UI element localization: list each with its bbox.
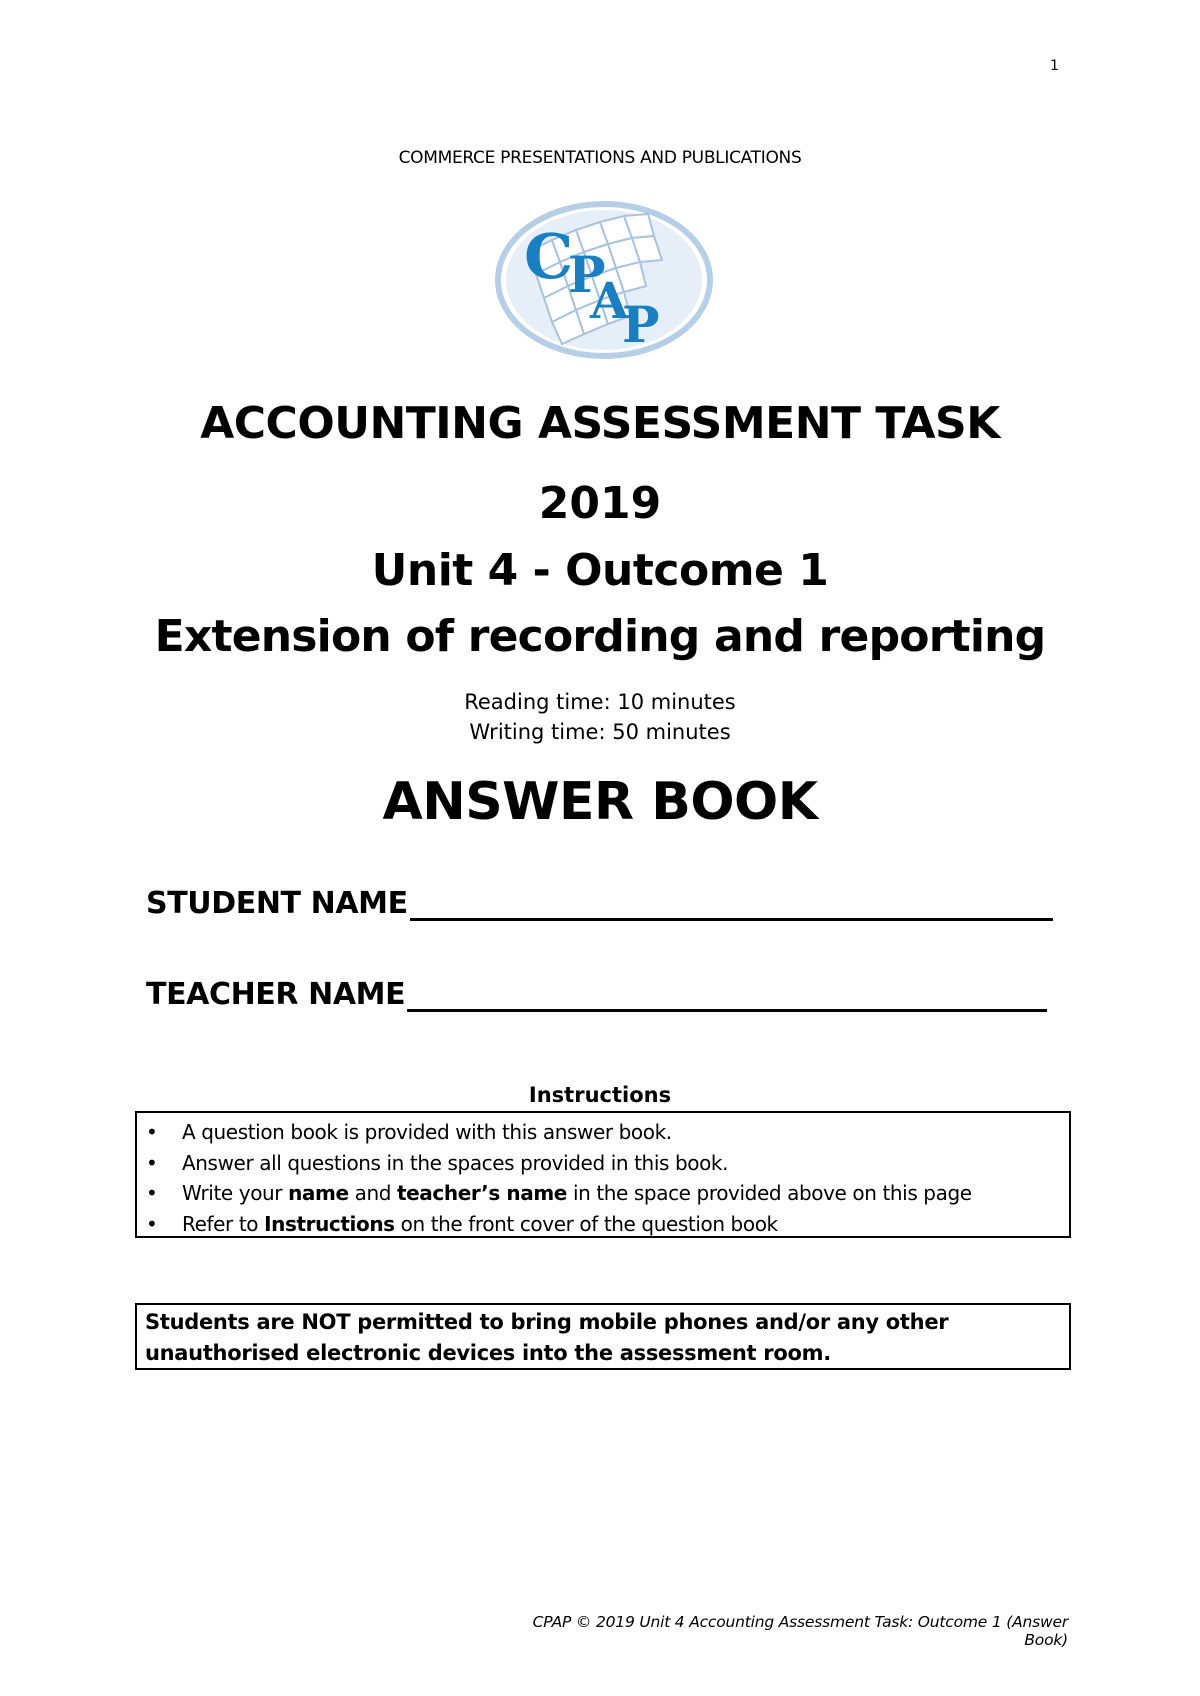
publisher-name: COMMERCE PRESENTATIONS AND PUBLICATIONS (398, 148, 802, 168)
list-item (137, 1148, 1069, 1179)
teacher-name-label: TEACHER NAME (146, 977, 406, 1012)
list-item-text: on the front cover of the question book (394, 1211, 778, 1236)
student-name-field[interactable] (146, 886, 1053, 921)
instructions-heading: Instructions (528, 1083, 672, 1107)
cpap-logo-icon (494, 200, 714, 360)
list-item-bold: name (288, 1181, 349, 1205)
list-item (137, 1178, 1069, 1209)
title-year: 2019 (538, 478, 662, 529)
list-item (137, 1209, 1069, 1240)
instructions-box (135, 1111, 1071, 1238)
instructions-list (137, 1117, 1069, 1239)
list-item-text: Answer all questions in the spaces provided in this book. (182, 1150, 729, 1175)
list-item-text: Write your (182, 1181, 289, 1205)
list-item-text: A question book is provided with this answer book. (182, 1120, 672, 1144)
student-name-blank[interactable] (410, 890, 1053, 921)
list-item-text: and (348, 1181, 397, 1205)
list-item-bold: Instructions (264, 1211, 395, 1236)
main-title: ACCOUNTING ASSESSMENT TASK (200, 398, 1000, 449)
answer-book-heading: ANSWER BOOK (382, 772, 818, 832)
student-name-label: STUDENT NAME (146, 886, 408, 921)
teacher-name-blank[interactable] (407, 981, 1047, 1012)
svg-text:P: P (622, 295, 660, 354)
title-topic: Extension of recording and reporting (154, 611, 1046, 662)
list-item (137, 1117, 1069, 1148)
svg-text:C: C (524, 220, 574, 293)
svg-text:P: P (568, 245, 606, 304)
list-item-text: Refer to (182, 1211, 265, 1236)
list-item-bold: teacher’s name (396, 1181, 567, 1205)
page-footer: CPAP © 2019 Unit 4 Accounting Assessment Task: Outcome 1 (Answer Book) (532, 1613, 1068, 1649)
svg-text:A: A (590, 271, 629, 330)
warning-box: Students are NOT permitted to bring mobile phones and/or any other unauthorised electronic devices into the assessment room. (135, 1303, 1071, 1370)
reading-time: Reading time: 10 minutes (464, 690, 736, 714)
title-unit: Unit 4 - Outcome 1 (371, 545, 829, 596)
list-item-text: in the space provided above on this page (566, 1181, 972, 1205)
page-number: 1 (1050, 58, 1059, 74)
teacher-name-field[interactable] (146, 977, 1047, 1012)
writing-time: Writing time: 50 minutes (469, 720, 731, 744)
